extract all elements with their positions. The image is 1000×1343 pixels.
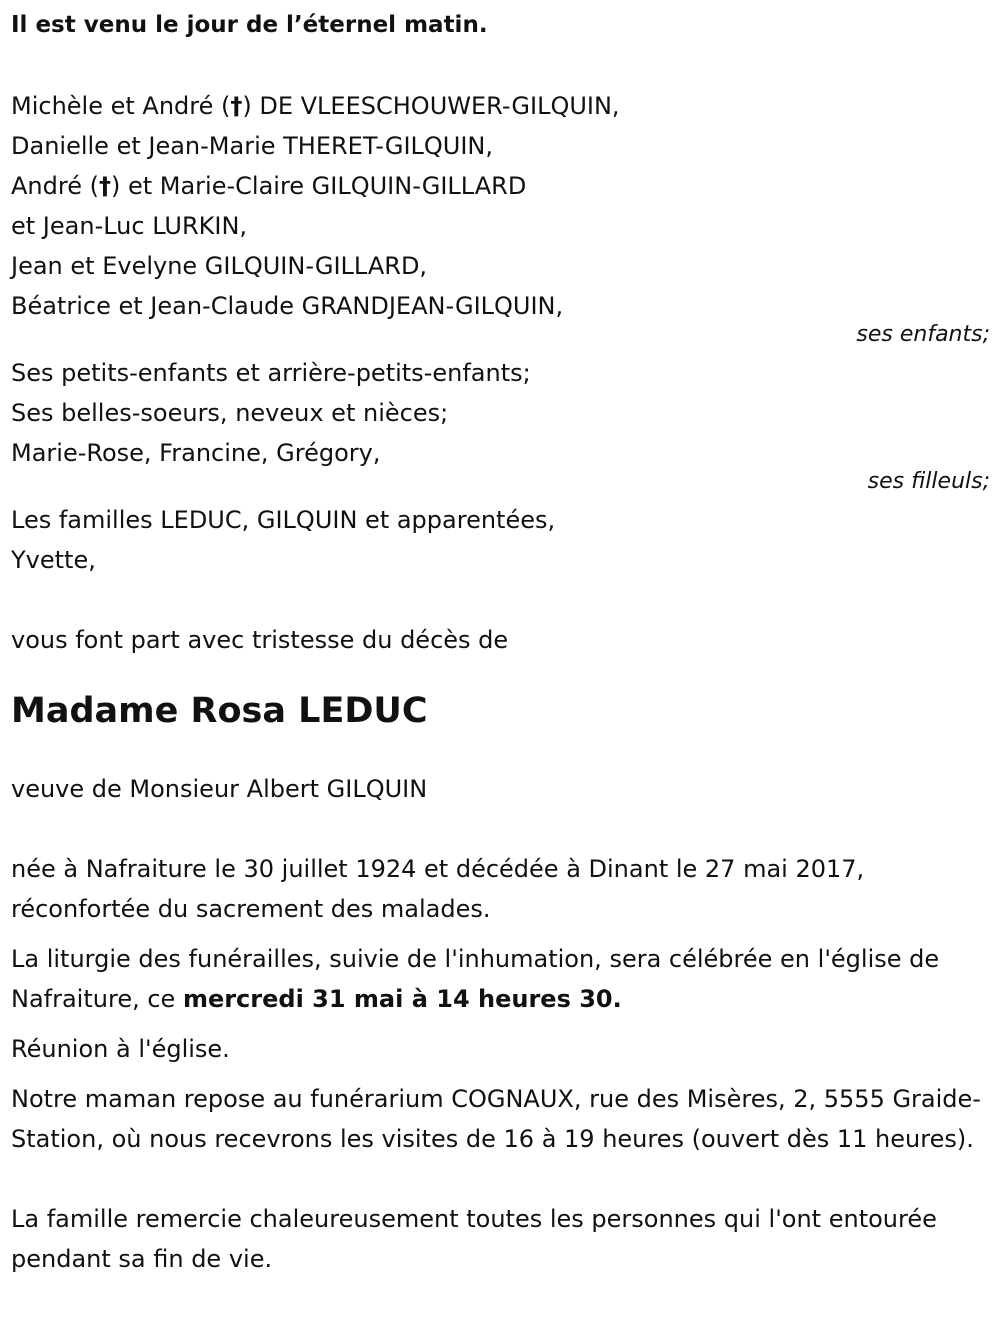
- child-line-4: et Jean-Luc LURKIN,: [11, 212, 248, 240]
- child-line-3-end: ) et Marie-Claire GILQUIN-GILLARD: [110, 172, 527, 200]
- widow-of-line: veuve de Monsieur Albert GILQUIN: [11, 775, 428, 803]
- child-line-6: Béatrice et Jean-Claude GRANDJEAN-GILQUIN,: [11, 292, 564, 320]
- child-line-1-end: ) DE VLEESCHOUWER-GILQUIN,: [242, 92, 620, 120]
- funeral-text: La liturgie des funérailles, suivie de l'inhumation, sera célébrée en l'église de Nafraiture, ce: [11, 945, 940, 1013]
- child-line-2: Danielle et Jean-Marie THERET-GILQUIN,: [11, 132, 494, 160]
- godchildren-names: Marie-Rose, Francine, Grégory,: [11, 439, 381, 467]
- announcement-line: vous font part avec tristesse du décès de: [11, 626, 509, 654]
- families-line: Les familles LEDUC, GILQUIN et apparentées,: [11, 506, 556, 534]
- godchildren-label: ses filleuls;: [867, 469, 990, 494]
- cross-icon: †: [230, 92, 243, 120]
- yvette-line: Yvette,: [11, 546, 96, 574]
- deceased-name: Madame Rosa LEDUC: [11, 691, 428, 731]
- rest-paragraph: Notre maman repose au funérarium COGNAUX, rue des Misères, 2, 5555 Graide-Station, où nous recevrons les visites de 16 à 19 heures (ouvert dès 11 heures).: [11, 1085, 981, 1153]
- children-list: [11, 86, 990, 350]
- in-laws-line: Ses belles-soeurs, neveux et nièces;: [11, 399, 449, 427]
- child-line-1: [11, 86, 990, 126]
- thanks-paragraph: La famille remercie chaleureusement toutes les personnes qui l'ont entourée pendant sa fin de vie.: [11, 1205, 937, 1273]
- children-label: ses enfants;: [856, 322, 990, 347]
- reunion-paragraph: Réunion à l'église.: [11, 1035, 230, 1063]
- child-line-1-start: Michèle et André (: [11, 92, 231, 120]
- funeral-date: mercredi 31 mai à 14 heures 30.: [182, 985, 622, 1013]
- child-line-5: Jean et Evelyne GILQUIN-GILLARD,: [11, 252, 428, 280]
- birth-death-paragraph: née à Nafraiture le 30 juillet 1924 et décédée à Dinant le 27 mai 2017, réconfortée du sacrement des malades.: [11, 855, 865, 923]
- grandchildren-line: Ses petits-enfants et arrière-petits-enfants;: [11, 359, 531, 387]
- epigraph: Il est venu le jour de l’éternel matin.: [11, 12, 488, 38]
- child-line-3-start: André (: [11, 172, 99, 200]
- cross-icon: †: [98, 172, 111, 200]
- child-line-3: [11, 166, 990, 206]
- funeral-paragraph: [11, 939, 990, 1019]
